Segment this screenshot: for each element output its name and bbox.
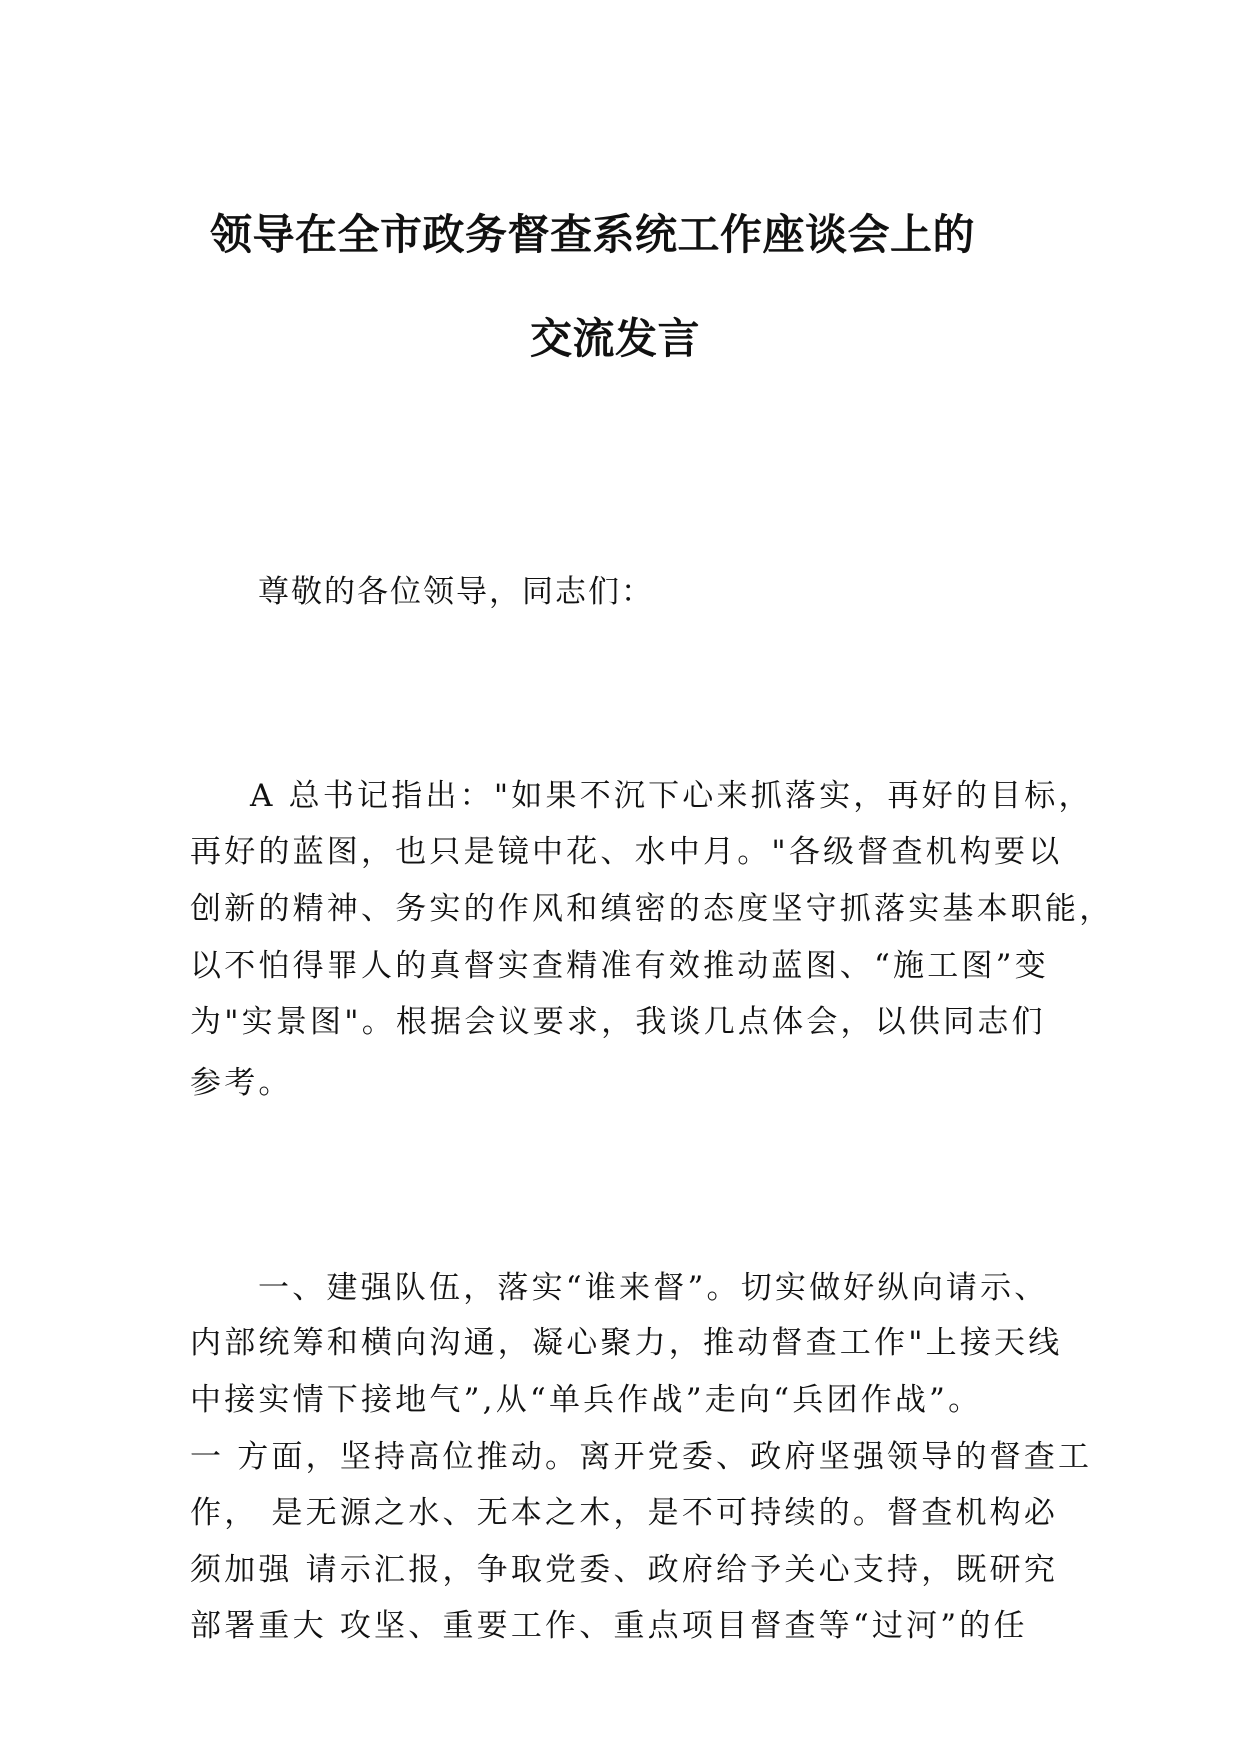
paragraph-2-line: 内部统筹和横向沟通，凝心聚力，推动督查工作"上接天线: [190, 1325, 1063, 1361]
paragraph-1-line: 参考。: [190, 1065, 293, 1101]
paragraph-1-line: 再好的蓝图，也只是镜中花、水中月。"各级督查机构要以: [190, 834, 1063, 870]
document-title-line-2: 交流发言: [530, 314, 701, 363]
paragraph-1-line: A 总书记指出："如果不沉下心来抓落实，再好的目标，: [250, 778, 1093, 814]
paragraph-2-line: 一 方面，坚持高位推动。离开党委、政府坚强领导的督查工: [190, 1439, 1093, 1475]
salutation: 尊敬的各位领导，同志们：: [258, 574, 654, 610]
paragraph-2-line: 作， 是无源之水、无本之木，是不可持续的。督查机构必: [190, 1495, 1059, 1531]
paragraph-2-line: 一、建强队伍，落实“谁来督”。切实做好纵向请示、: [258, 1270, 1049, 1306]
paragraph-1-line: 为"实景图"。根据会议要求，我谈几点体会，以供同志们: [190, 1004, 1046, 1040]
paragraph-2-line: 须加强 请示汇报，争取党委、政府给予关心支持，既研究: [190, 1552, 1059, 1588]
paragraph-2-line: 部署重大 攻坚、重要工作、重点项目督查等“过河”的任: [190, 1608, 1028, 1644]
paragraph-1-line: 以不怕得罪人的真督实查精准有效推动蓝图、“施工图”变: [190, 948, 1049, 984]
paragraph-1-line: 创新的精神、务实的作风和缜密的态度坚守抓落实基本职能，: [190, 891, 1114, 927]
document-title-line-1: 领导在全市政务督查系统工作座谈会上的: [210, 210, 976, 259]
paragraph-2-line: 中接实情下接地气”,从“单兵作战”走向“兵团作战”。: [190, 1382, 983, 1418]
